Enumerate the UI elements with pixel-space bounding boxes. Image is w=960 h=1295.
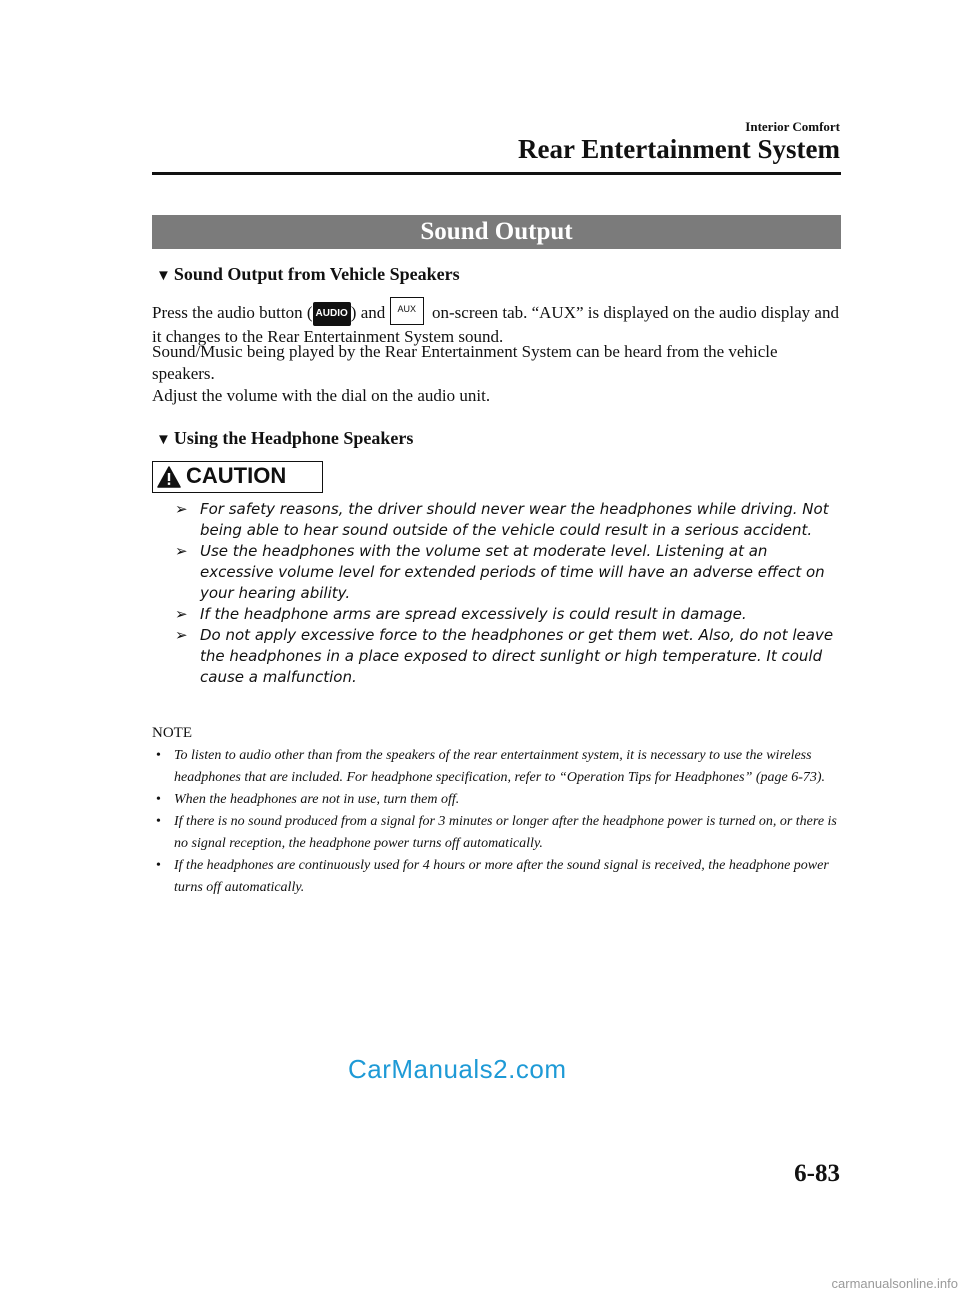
caution-item-text: Do not apply excessive force to the headphones or get them wet. Also, do not leave the headphones in a place exposed to direct sunlight or high temperature. It could cause a malfunction. — [200, 626, 834, 686]
warning-triangle-icon — [157, 466, 181, 488]
subsection-title: Sound Output from Vehicle Speakers — [173, 264, 460, 284]
section-banner: Sound Output — [152, 215, 841, 249]
note-item — [156, 745, 846, 789]
arrow-bullet-icon: ➢ — [175, 605, 188, 623]
note-item — [156, 789, 846, 811]
bullet-dot-icon: • — [156, 792, 161, 807]
page-number: 6-83 — [794, 1160, 840, 1187]
bullet-dot-icon: • — [156, 748, 161, 763]
watermark-logo: CarManuals2.com — [348, 1054, 567, 1084]
caution-item-text: For safety reasons, the driver should never wear the headphones while driving. Not being able to hear sound outside of the vehicle could result in a serious accident. — [200, 500, 829, 539]
note-label: NOTE — [152, 725, 192, 741]
caution-label-box — [152, 461, 323, 493]
bullet-dot-icon: • — [156, 814, 161, 829]
caution-item — [175, 604, 845, 625]
note-item-text: If there is no sound produced from a signal for 3 minutes or longer after the headphone power is turned on, or there is no signal reception, the headphone power turns off automatically. — [174, 814, 837, 851]
paragraph-sound-music: Sound/Music being played by the Rear Entertainment System can be heard from the vehicle speakers. — [152, 342, 778, 383]
text-fragment: ) and — [350, 303, 390, 322]
subsection-heading-headphones — [156, 428, 413, 449]
bullet-dot-icon: • — [156, 858, 161, 873]
triangle-bullet-icon: ▼ — [156, 432, 171, 448]
header-section: Interior Comfort — [745, 119, 840, 134]
triangle-bullet-icon: ▼ — [156, 268, 171, 284]
caution-item-text: If the headphone arms are spread excessively is could result in damage. — [200, 605, 747, 623]
text-fragment: Press the audio button ( — [152, 303, 313, 322]
caution-item — [175, 625, 845, 688]
text-fragment: on-screen tab. “AUX” is displayed on the audio display and it changes to the Rear Entertainment System sound. — [152, 303, 839, 346]
paragraph-adjust-volume: Adjust the volume with the dial on the audio unit. — [152, 386, 491, 405]
note-item — [156, 855, 846, 899]
note-list — [156, 745, 846, 899]
caution-item — [175, 499, 845, 541]
caution-list — [175, 499, 845, 688]
arrow-bullet-icon: ➢ — [175, 626, 188, 644]
note-item-text: If the headphones are continuously used for 4 hours or more after the sound signal is received, the headphone power turns off automatically. — [174, 858, 829, 895]
header-rule — [152, 172, 841, 175]
note-item-text: When the headphones are not in use, turn them off. — [174, 792, 460, 807]
caution-item-text: Use the headphones with the volume set at moderate level. Listening at an excessive volume level for extended periods of time will have an adverse effect on your hearing ability. — [200, 542, 825, 602]
note-item — [156, 811, 846, 855]
arrow-bullet-icon: ➢ — [175, 542, 188, 560]
arrow-bullet-icon: ➢ — [175, 500, 188, 518]
footer-watermark: carmanualsonline.info — [831, 1276, 958, 1291]
aux-tab-icon: AUX — [390, 297, 425, 325]
audio-button-icon: AUDIO — [313, 302, 351, 326]
caution-label: CAUTION — [186, 463, 287, 488]
caution-item — [175, 541, 845, 604]
subsection-title: Using the Headphone Speakers — [173, 428, 414, 448]
header-title: Rear Entertainment System — [518, 134, 840, 164]
note-item-text: To listen to audio other than from the speakers of the rear entertainment system, it is necessary to use the wireless headphones that are included. For headphone specification, refer to “Operation Tips for Headphones” (page 6-73). — [174, 748, 826, 785]
subsection-heading-speakers — [156, 264, 460, 285]
